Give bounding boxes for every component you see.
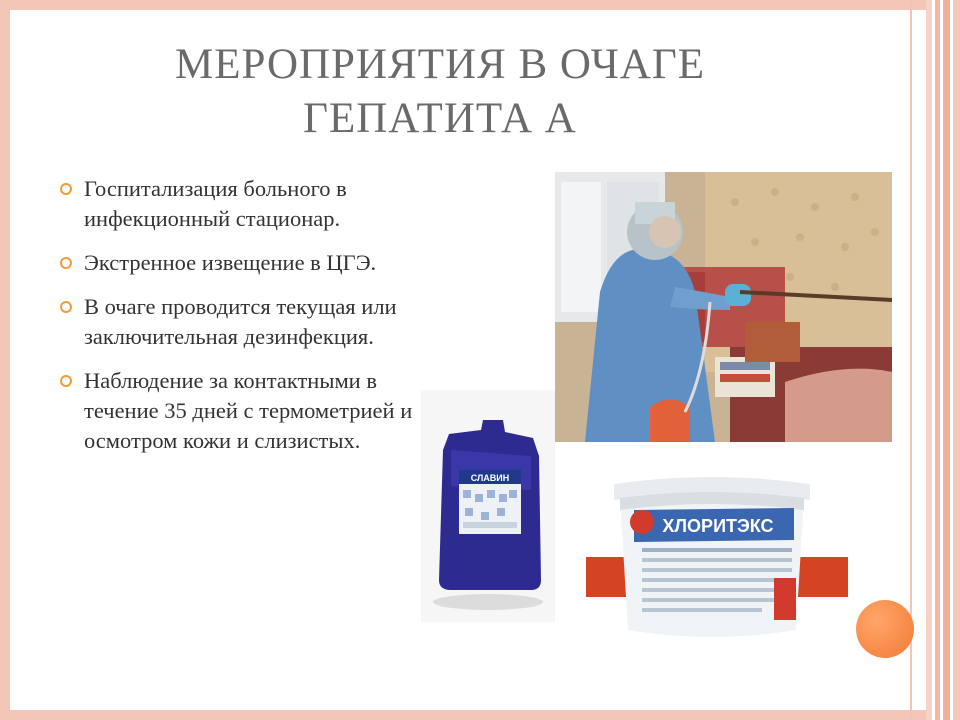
disinfection-photo <box>555 172 892 442</box>
border-left <box>0 0 10 720</box>
slide-title <box>100 38 780 146</box>
bullet-item <box>58 174 418 234</box>
bullet-icon <box>60 183 72 195</box>
bucket-label: ХЛОРИТЭКС <box>662 516 774 536</box>
canister-label: СЛАВИН <box>470 473 510 483</box>
bullet-item <box>58 248 418 278</box>
bullet-item <box>58 366 418 456</box>
border-top <box>0 0 930 10</box>
bullet-icon <box>60 301 72 313</box>
bullet-item <box>58 292 418 352</box>
title-line-1: МЕРОПРИЯТИЯ В ОЧАГЕ <box>175 41 705 88</box>
bullet-icon <box>60 375 72 387</box>
orange-circle-decoration <box>856 600 914 658</box>
disinfectant-canister-photo <box>421 390 555 622</box>
bullet-text: Экстренное извещение в ЦГЭ. <box>84 250 377 275</box>
border-bottom <box>0 710 930 720</box>
bullet-list <box>58 174 418 470</box>
title-line-2: ГЕПАТИТА А <box>303 95 577 142</box>
chlorine-bucket-photo <box>612 470 812 645</box>
border-right-stripes <box>926 0 960 720</box>
bullet-text: Госпитализация больного в инфекционный стационар. <box>84 176 347 231</box>
bullet-text: Наблюдение за контактными в течение 35 дней с термометрией и осмотром кожи и слизистых. <box>84 368 413 453</box>
border-inner-line <box>910 0 912 720</box>
bullet-text: В очаге проводится текущая или заключительная дезинфекция. <box>84 294 397 349</box>
bullet-icon <box>60 257 72 269</box>
